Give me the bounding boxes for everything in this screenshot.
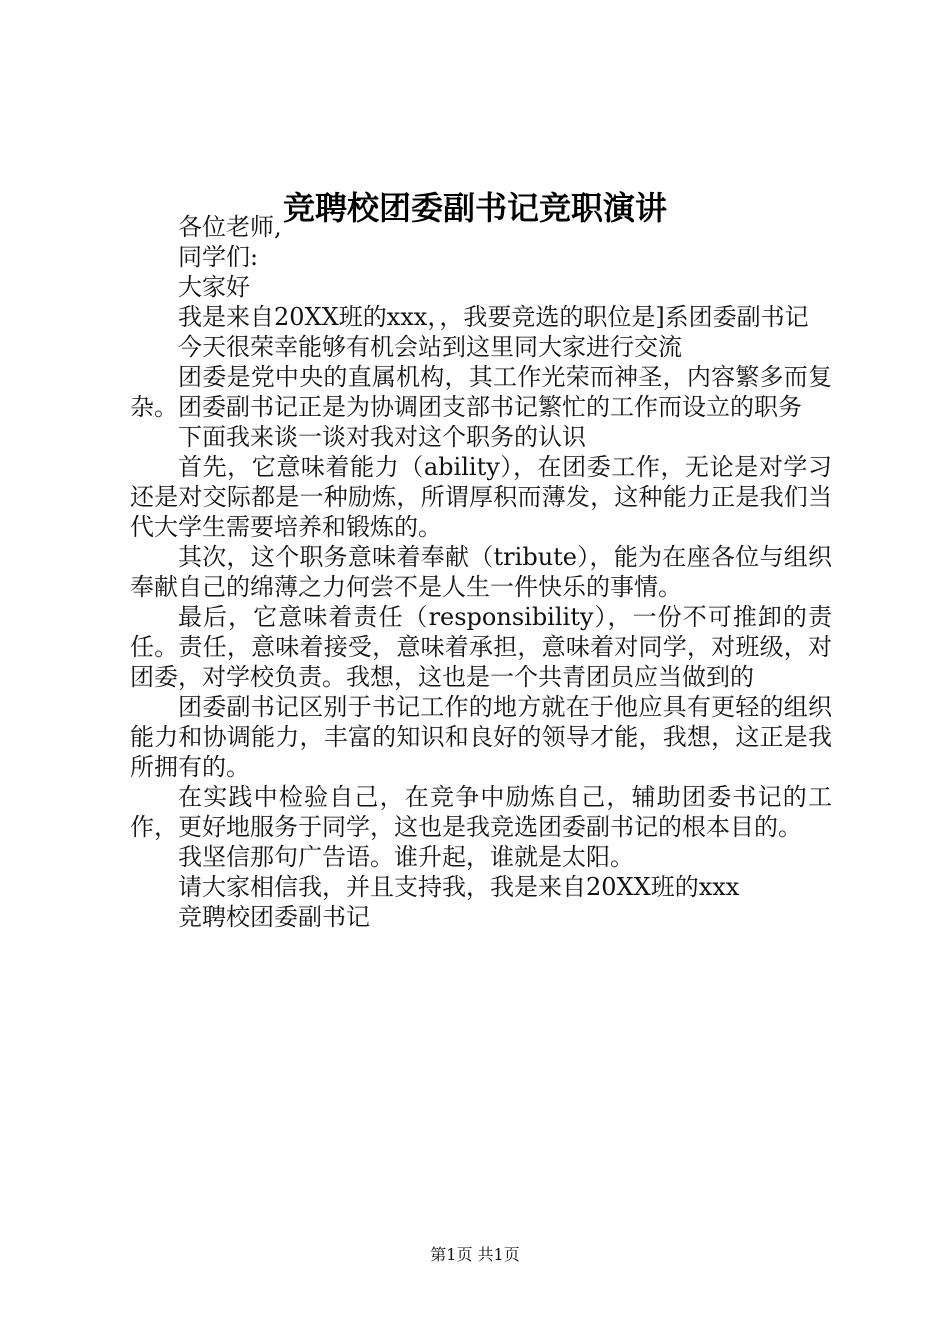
paragraph-responsibility: 最后，它意味着责任（responsibility），一份不可推卸的责任。责任，意味着接受，意味着承担，意味着对同学，对班级，对团委，对学校负责。我想，这也是一个共青团员应当做到的: [130, 603, 832, 691]
paragraph-league-role: 团委是党中央的直属机构，其工作光荣而神圣，内容繁多而复杂。团委副书记正是为协调团支部书记繁忙的工作而设立的职务: [130, 363, 832, 421]
page-footer: 第1页 共1页: [430, 1245, 520, 1264]
paragraph-ability: 首先，它意味着能力（ability），在团委工作，无论是对学习还是对交际都是一种励炼，所谓厚积而薄发，这种能力正是我们当代大学生需要培养和锻炼的。: [130, 453, 832, 541]
paragraph-tribute: 其次，这个职务意味着奉献（tribute），能为在座各位与组织奉献自己的绵薄之力何尝不是人生一件快乐的事情。: [130, 543, 832, 601]
paragraph-purpose: 在实践中检验自己，在竞争中励炼自己，辅助团委书记的工作，更好地服务于同学，这也是我竞选团委副书记的根本目的。: [130, 783, 832, 841]
paragraph-understanding: 下面我来谈一谈对我对这个职务的认识: [178, 423, 586, 451]
paragraph-honor: 今天很荣幸能够有机会站到这里同大家进行交流: [178, 333, 682, 361]
paragraph-greeting-students: 同学们:: [178, 243, 259, 271]
paragraph-introduction: 我是来自20XX班的xxx，，我要竞选的职位是]系团委副书记: [178, 303, 809, 331]
document-body: [130, 212, 832, 932]
paragraph-hello: 大家好: [178, 273, 250, 301]
paragraph-greeting-teachers: 各位老师,: [178, 213, 282, 241]
document-title: 竞聘校团委副书记竞职演讲: [282, 189, 667, 227]
paragraph-difference: 团委副书记区别于书记工作的地方就在于他应具有更轻的组织能力和协调能力，丰富的知识和良好的领导才能，我想，这正是我所拥有的。: [130, 693, 832, 781]
paragraph-closing-title: 竞聘校团委副书记: [178, 903, 370, 931]
paragraph-support: 请大家相信我，并且支持我，我是来自20XX班的xxx: [178, 873, 740, 901]
paragraph-slogan: 我坚信那句广告语。谁升起，谁就是太阳。: [178, 843, 634, 871]
